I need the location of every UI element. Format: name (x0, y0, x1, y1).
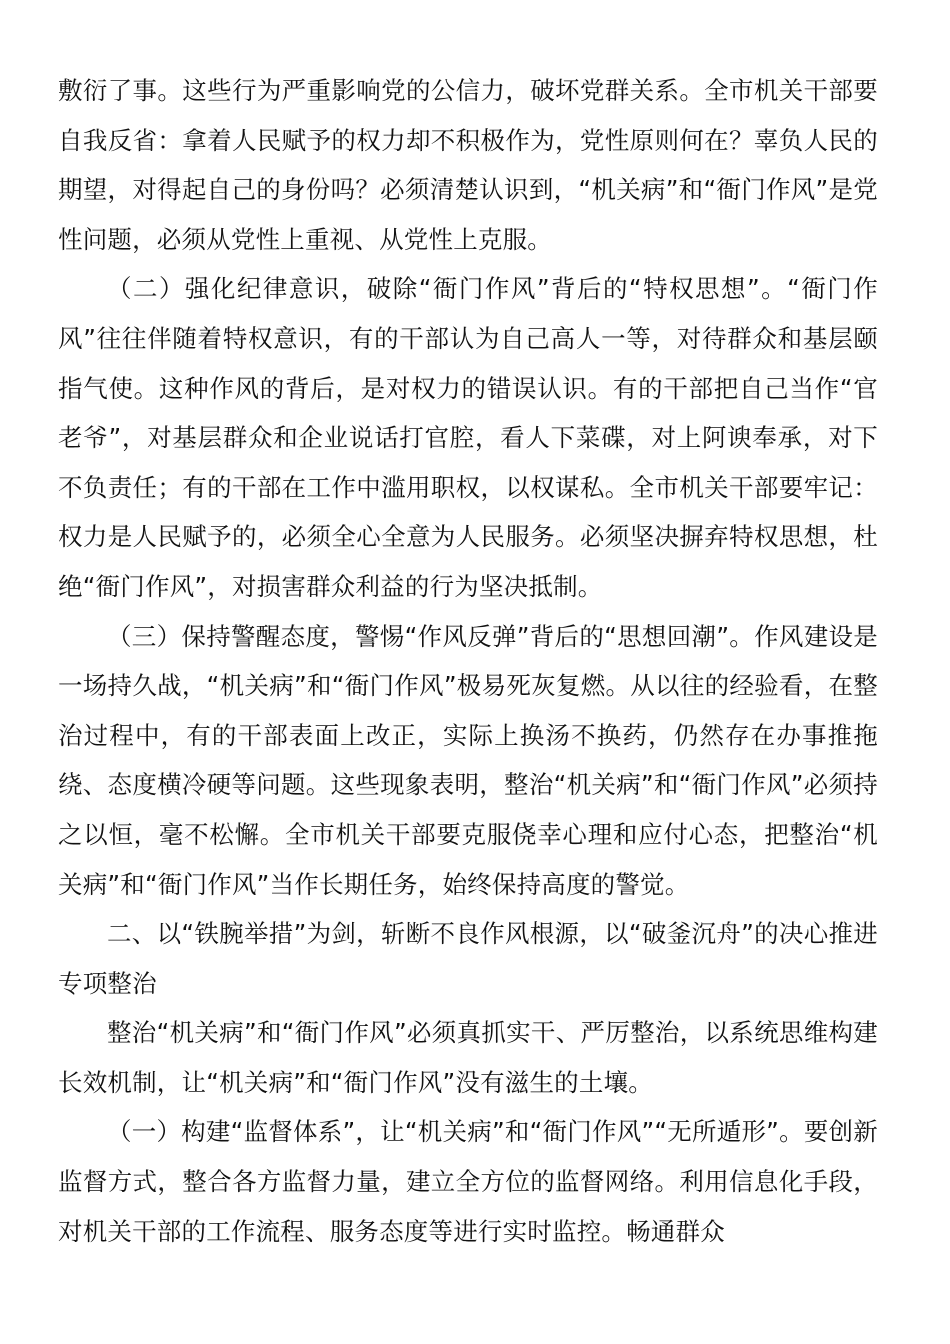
paragraph-subsection-3: （三）保持警醒态度，警惕“作风反弹”背后的“思想回潮”。作风建设是一场持久战，“机关病”和“衙门作风”极易死灰复燃。从以往的经验看，在整治过程中，有的干部表面上改正，实际上换汤不换药，仍然存在办事推拖绕、态度横冷硬等问题。这些现象表明，整治“机关病”和“衙门作风”必须持之以恒，毫不松懈。全市机关干部要克服侥幸心理和应付心态，把整治“机关病”和“衙门作风”当作长期任务，始终保持高度的警觉。 (58, 621, 878, 899)
paragraph-section-2-intro: 整治“机关病”和“衙门作风”必须真抓实干、严厉整治，以系统思维构建长效机制，让“机关病”和“衙门作风”没有滋生的土壤。 (58, 1018, 878, 1097)
paragraph-subsection-2-1: （一）构建“监督体系”，让“机关病”和“衙门作风”“无所遁形”。要创新监督方式，整合各方监督力量，建立全方位的监督网络。利用信息化手段，对机关干部的工作流程、服务态度等进行实时监控。畅通群众 (58, 1117, 878, 1246)
paragraph-subsection-2: （二）强化纪律意识，破除“衙门作风”背后的“特权思想”。“衙门作风”往往伴随着特权意识，有的干部认为自己高人一等，对待群众和基层颐指气使。这种作风的背后，是对权力的错误认识。有的干部把自己当作“官老爷”，对基层群众和企业说话打官腔，看人下菜碟，对上阿谀奉承，对下不负责任；有的干部在工作中滥用职权，以权谋私。全市机关干部要牢记：权力是人民赋予的，必须全心全意为人民服务。必须坚决摒弃特权思想，杜绝“衙门作风”，对损害群众利益的行为坚决抵制。 (58, 274, 878, 601)
document-page (58, 66, 878, 1256)
section-heading-2: 二、以“铁腕举措”为剑，斩断不良作风根源，以“破釜沉舟”的决心推进专项整治 (58, 919, 878, 998)
paragraph-continuation: 敷衍了事。这些行为严重影响党的公信力，破坏党群关系。全市机关干部要自我反省：拿着人民赋予的权力却不积极作为，党性原则何在？辜负人民的期望，对得起自己的身份吗？必须清楚认识到，“机关病”和“衙门作风”是党性问题，必须从党性上重视、从党性上克服。 (58, 76, 878, 254)
